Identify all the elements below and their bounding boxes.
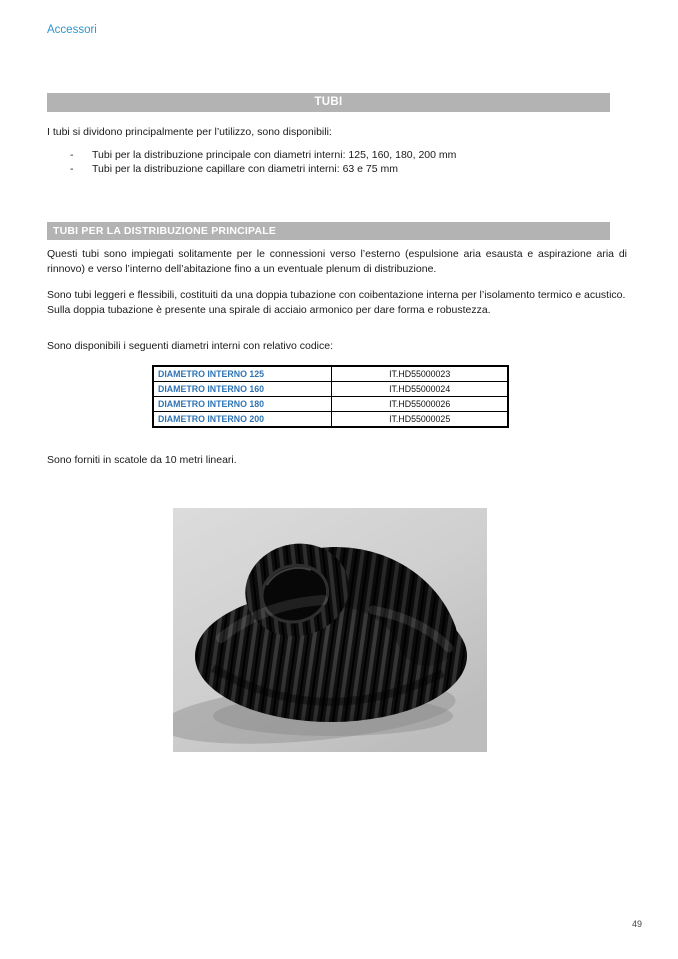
product-code: IT.HD55000025 (332, 412, 508, 428)
product-code: IT.HD55000026 (332, 397, 508, 412)
diameter-code-table (152, 365, 509, 428)
diameter-label: DIAMETRO INTERNO 180 (153, 397, 332, 412)
page-number: 49 (631, 919, 642, 929)
paragraph-caratteristiche (47, 288, 627, 317)
bullet-list (47, 148, 610, 176)
table-row (153, 412, 508, 428)
diameter-label: DIAMETRO INTERNO 160 (153, 382, 332, 397)
packaging-note: Sono forniti in scatole da 10 metri lineari. (47, 454, 237, 466)
intro-text: I tubi si dividono principalmente per l’utilizzo, sono disponibili: (47, 126, 332, 138)
bullet-text: Tubi per la distribuzione principale con diametri interni: 125, 160, 180, 200 mm (92, 149, 457, 161)
table-intro-text: Sono disponibili i seguenti diametri interni con relativo codice: (47, 340, 333, 352)
diameter-label: DIAMETRO INTERNO 125 (153, 366, 332, 382)
list-item (47, 162, 610, 176)
product-code: IT.HD55000024 (332, 382, 508, 397)
table-row (153, 366, 508, 382)
paragraph-connessioni: Questi tubi sono impiegati solitamente per le connessioni verso l’esterno (espulsione aria esausta e aspirazione aria di rinnovo) e verso l’interno dell’abitazione fino a un eventuale plenum di distribuzione. (47, 248, 627, 275)
bullet-dash: - (70, 149, 74, 161)
product-code: IT.HD55000023 (332, 366, 508, 382)
breadcrumb-accessori: Accessori (47, 24, 97, 36)
diameter-label: DIAMETRO INTERNO 200 (153, 412, 332, 428)
list-item (47, 148, 610, 162)
product-photo-flexible-tube (173, 508, 487, 752)
section-header-distribuzione-principale: TUBI PER LA DISTRIBUZIONE PRINCIPALE (47, 222, 610, 240)
section-header-tubi: TUBI (47, 93, 610, 112)
table-row (153, 382, 508, 397)
paragraph-line: Sulla doppia tubazione è presente una spirale di acciaio armonico per dare forma e robustezza. (47, 303, 491, 316)
bullet-text: Tubi per la distribuzione capillare con diametri interni: 63 e 75 mm (92, 163, 399, 175)
table-row (153, 397, 508, 412)
bullet-dash: - (70, 163, 74, 175)
paragraph-line: Sono tubi leggeri e flessibili, costituiti da una doppia tubazione con coibentazione interna per l’isolamento termico e acustico. (47, 289, 626, 301)
